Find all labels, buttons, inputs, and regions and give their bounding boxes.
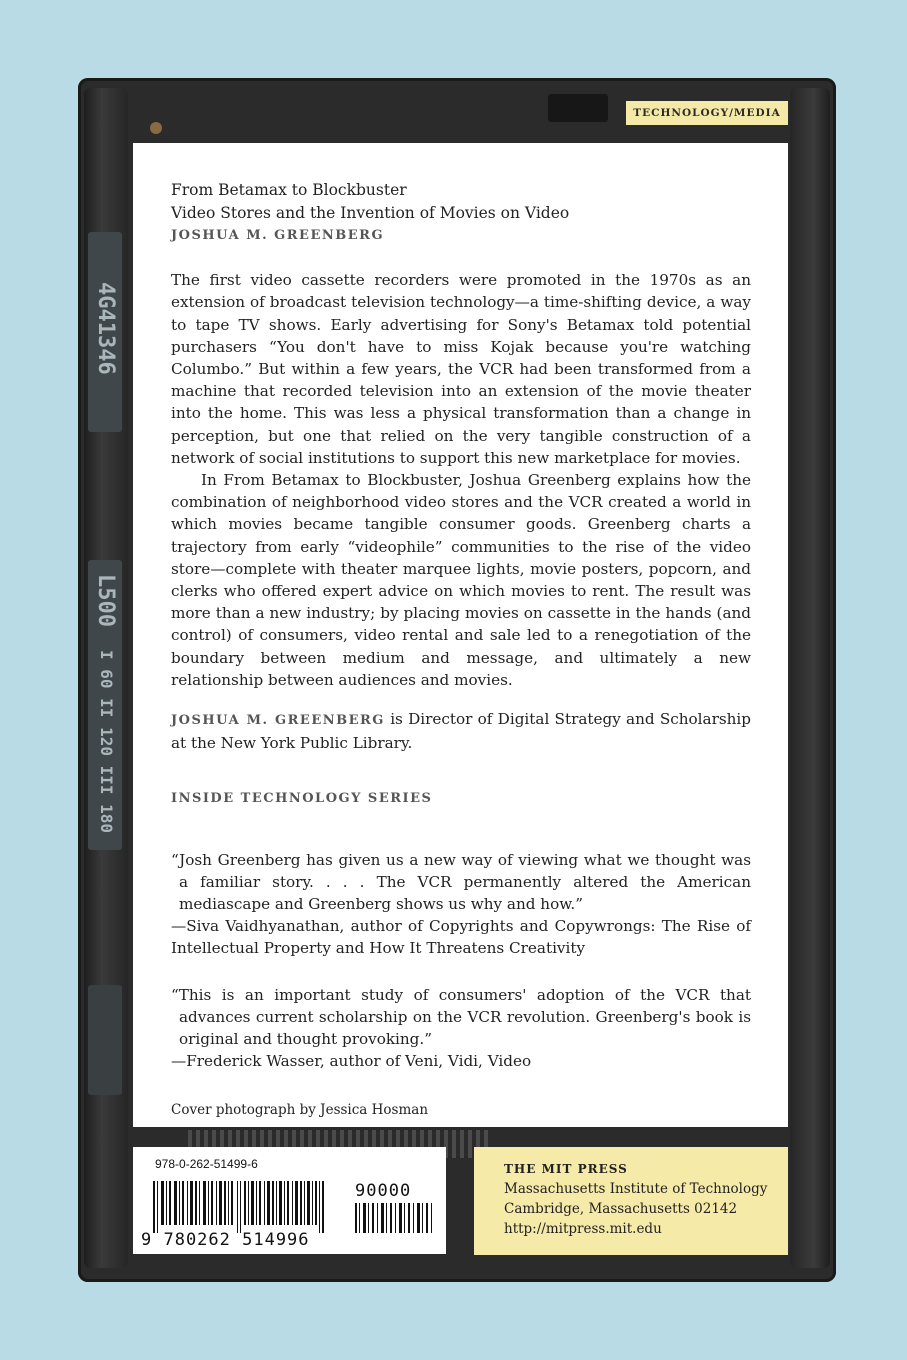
isbn-label: 978-0-262-51499-6: [155, 1157, 258, 1171]
screw-icon: [150, 122, 162, 134]
price-barcode: [355, 1203, 435, 1233]
quote-1: [171, 849, 751, 960]
cassette-label-strip-mid: [88, 560, 122, 850]
series-name: INSIDE TECHNOLOGY SERIES: [171, 791, 433, 807]
cassette-label-strip-bottom: [88, 985, 122, 1095]
quote-1-attribution: —Siva Vaidhyanathan, author of Copyrights and Copywrongs: The Rise of Intellectual Property and How It Threatens Creativity: [171, 917, 751, 958]
publisher-address: Cambridge, Massachusetts 02142: [504, 1201, 738, 1217]
description-paragraph-2: In From Betamax to Blockbuster, Joshua Greenberg explains how the combination of neighborhood video stores and the VCR created a world in which movies became tangible consumer goods. Greenberg charts a trajectory from early “videophile” communities to the rise of the video store—complete with theater marquee lights, movie posters, popcorn, and clerks who offered expert advice on which movies to rent. The result was more than a new industry; by placing movies on cassette in the hands (and control) of consumers, video rental and sale led to a renegotiation of the boundary between medium and message, and ultimately a new relationship between audiences and movies.: [171, 471, 751, 689]
cassette-right-edge: [790, 88, 830, 1268]
publisher-panel: [474, 1147, 788, 1255]
cassette-speeds: I 60 II 120 III 180: [97, 650, 116, 834]
quote-2-text: “This is an important study of consumers' adoption of the VCR that advances current scholarship on the VCR revolution. Greenberg's book is original and thought provoking.”: [171, 985, 751, 1049]
barcode-panel: [133, 1147, 446, 1254]
book-subtitle: Video Stores and the Invention of Movies on Video: [171, 204, 570, 222]
book-title: From Betamax to Blockbuster: [171, 181, 407, 199]
category-tag: TECHNOLOGY/MEDIA: [626, 101, 788, 125]
isbn-barcode: [153, 1181, 343, 1233]
book-author: JOSHUA M. GREENBERG: [171, 228, 385, 243]
barcode-digits: 9 780262 514996: [141, 1230, 310, 1250]
quote-2: [171, 984, 751, 1073]
bio-text: is Director of Digital Strategy and Scholarship at the New York Public Library.: [171, 710, 752, 753]
publisher-institution: Massachusetts Institute of Technology: [504, 1181, 768, 1197]
publisher-url[interactable]: http://mitpress.mit.edu: [504, 1221, 662, 1237]
cassette-label-strip-top: [88, 232, 122, 432]
cassette-slot: [548, 94, 608, 122]
quote-2-attribution: —Frederick Wasser, author of Veni, Vidi, Video: [171, 1052, 532, 1071]
cassette-code: 4G41346: [93, 282, 118, 375]
description-paragraph-1: The first video cassette recorders were promoted in the 1970s as an extension of broadcast television technology—a time-shifting device, a way to tape TV shows. Early advertising for Sony's Betamax told potential purchasers “You don't have to miss Kojak because you're watching Columbo.” But within a few years, the VCR had been transformed from a machine that recorded television into an extension of the movie theater into the home. This was less a physical transformation than a change in perception, but one that relied on the very tangible construction of a network of social institutions to support this new marketplace for movies.: [171, 271, 751, 467]
bio-author-name: JOSHUA M. GREENBERG: [171, 713, 385, 729]
price-code: 90000: [355, 1181, 412, 1201]
author-bio: [171, 708, 751, 754]
cassette-grade: L500: [93, 574, 118, 627]
photo-credit: Cover photograph by Jessica Hosman: [171, 1101, 429, 1118]
quote-1-text: “Josh Greenberg has given us a new way of viewing what we thought was a familiar story. . . . The VCR permanently altered the American mediascape and Greenberg shows us why and how.”: [171, 850, 751, 914]
back-cover-text-panel: [133, 143, 788, 1127]
publisher-name: THE MIT PRESS: [504, 1162, 628, 1176]
